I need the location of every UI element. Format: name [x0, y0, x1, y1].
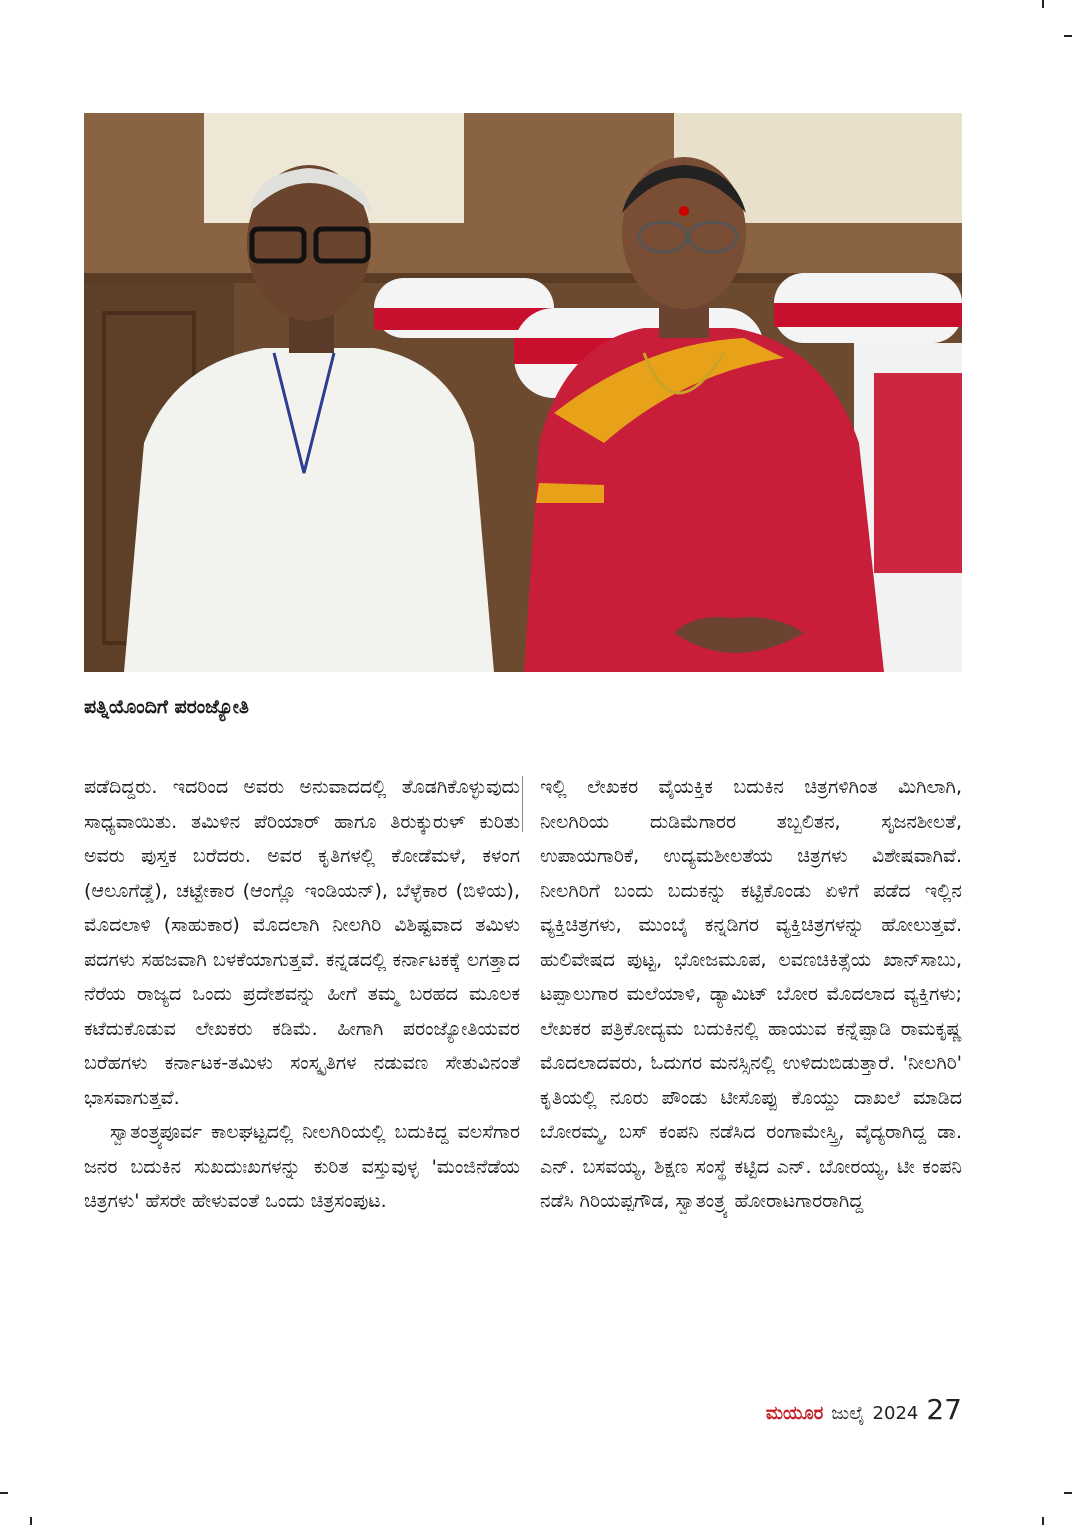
crop-mark: [1064, 1492, 1072, 1494]
article-column-left: [84, 770, 520, 1219]
crop-mark: [1042, 1517, 1044, 1525]
issue-year: 2024: [872, 1403, 919, 1424]
page-number: 27: [926, 1393, 962, 1426]
article-column-right: [540, 770, 962, 1219]
couple-photo-illustration: [84, 113, 962, 672]
crop-mark: [0, 1492, 8, 1494]
column-divider: [522, 776, 523, 832]
crop-mark: [30, 1517, 32, 1525]
paragraph: ಇಲ್ಲಿ ಲೇಖಕರ ವೈಯಕ್ತಿಕ ಬದುಕಿನ ಚಿತ್ರಗಳಿಗಿಂತ ಮಿಗಿಲಾಗಿ, ನೀಲಗಿರಿಯ ದುಡಿಮೆಗಾರರ ತಬ್ಬಲಿತನ, ಸೃಜನಶೀಲತೆ, ಉಪಾಯಗಾರಿಕೆ, ಉದ್ಯಮಶೀಲತೆಯ ಚಿತ್ರಗಳು ವಿಶೇಷವಾಗಿವೆ. ನೀಲಗಿರಿಗೆ ಬಂದು ಬದುಕನ್ನು ಕಟ್ಟಿಕೊಂಡು ಏಳಿಗೆ ಪಡೆದ ಇಲ್ಲಿನ ವ್ಯಕ್ತಿಚಿತ್ರಗಳು, ಮುಂಬೈ ಕನ್ನಡಿಗರ ವ್ಯಕ್ತಿಚಿತ್ರಗಳನ್ನು ಹೋಲುತ್ತವೆ. ಹುಲಿವೇಷದ ಪುಟ್ಟ, ಭೋಜಮೂಪ, ಲವಣಚಿಕಿತ್ಸೆಯ ಖಾನ್‌ಸಾಬು, ಟಪ್ಪಾಲುಗಾರ ಮಲೆಯಾಳಿ, ಡ್ಯಾಮಿಟ್ ಬೋರ ಮೊದಲಾದ ವ್ಯಕ್ತಿಗಳು; ಲೇಖಕರ ಪತ್ರಿಕೋದ್ಯಮ ಬದುಕಿನಲ್ಲಿ ಹಾಯುವ ಕನ್ನೆಪ್ಪಾಡಿ ರಾಮಕೃಷ್ಣ ಮೊದಲಾದವರು, ಓದುಗರ ಮನಸ್ಸಿನಲ್ಲಿ ಉಳಿದುಬಿಡುತ್ತಾರೆ. 'ನೀಲಗಿರಿ' ಕೃತಿಯಲ್ಲಿ ನೂರು ಪೌಂಡು ಟೀಸೊಪ್ಪು ಕೊಯ್ದು ದಾಖಲೆ ಮಾಡಿದ ಬೋರಮ್ಮ, ಬಸ್ ಕಂಪನಿ ನಡೆಸಿದ ರಂಗಾಮೇಸ್ತ್ರಿ, ವೈದ್ಯರಾಗಿದ್ದ ಡಾ. ಎನ್. ಬಸವಯ್ಯ, ಶಿಕ್ಷಣ ಸಂಸ್ಥೆ ಕಟ್ಟಿದ ಎನ್. ಬೋರಯ್ಯ, ಟೀ ಕಂಪನಿ ನಡೆಸಿ ಗಿರಿಯಪ್ಪಗೌಡ, ಸ್ವಾತಂತ್ರ್ಯ ಹೋರಾಟಗಾರರಾಗಿದ್ದ: [540, 776, 962, 1212]
page-footer: [766, 1393, 962, 1425]
photo-caption: ಪತ್ನಿಯೊಂದಿಗೆ ಪರಂಜ್ಯೋತಿ: [84, 696, 249, 718]
paragraph: ಸ್ವಾತಂತ್ರ್ಯಪೂರ್ವ ಕಾಲಘಟ್ಟದಲ್ಲಿ ನೀಲಗಿರಿಯಲ್ಲಿ ಬದುಕಿದ್ದ ವಲಸೆಗಾರ ಜನರ ಬದುಕಿನ ಸುಖದುಃಖಗಳನ್ನು ಕುರಿತ ವಸ್ತುವುಳ್ಳ 'ಮಂಜಿನೆಡೆಯ ಚಿತ್ರಗಳು' ಹೆಸರೇ ಹೇಳುವಂತೆ ಒಂದು ಚಿತ್ರಸಂಪುಟ.: [84, 1121, 520, 1212]
magazine-name: ಮಯೂರ: [765, 1403, 824, 1424]
issue-month: ಜುಲೈ: [831, 1403, 865, 1424]
paragraph: ಪಡೆದಿದ್ದರು. ಇದರಿಂದ ಅವರು ಅನುವಾದದಲ್ಲಿ ತೊಡಗಿಕೊಳ್ಳುವುದು ಸಾಧ್ಯವಾಯಿತು. ತಮಿಳಿನ ಪೆರಿಯಾರ್ ಹಾಗೂ ತಿರುಕ್ಕುರುಳ್ ಕುರಿತು ಅವರು ಪುಸ್ತಕ ಬರೆದರು. ಅವರ ಕೃತಿಗಳಲ್ಲಿ ಕೋಡೆಮಳೆ, ಕಳಂಗ (ಆಲೂಗೆಡ್ಡೆ), ಚಟ್ಟೇಕಾರ (ಆಂಗ್ಲೊ ಇಂಡಿಯನ್), ಬೆಳ್ಳೆಕಾರ (ಬಿಳಿಯ), ಮೊದಲಾಳಿ (ಸಾಹುಕಾರ) ಮೊದಲಾಗಿ ನೀಲಗಿರಿ ವಿಶಿಷ್ಟವಾದ ತಮಿಳು ಪದಗಳು ಸಹಜವಾಗಿ ಬಳಕೆಯಾಗುತ್ತವೆ. ಕನ್ನಡದಲ್ಲಿ ಕರ್ನಾಟಕಕ್ಕೆ ಲಗತ್ತಾದ ನೆರೆಯ ರಾಜ್ಯದ ಒಂದು ಪ್ರದೇಶವನ್ನು ಹೀಗೆ ತಮ್ಮ ಬರಹದ ಮೂಲಕ ಕಟೆದುಕೊಡುವ ಲೇಖಕರು ಕಡಿಮೆ. ಹೀಗಾಗಿ ಪರಂಜ್ಯೋತಿಯವರ ಬರೆಹಗಳು ಕರ್ನಾಟಕ-ತಮಿಳು ಸಂಸ್ಕೃತಿಗಳ ನಡುವಣ ಸೇತುವಿನಂತೆ ಭಾಸವಾಗುತ್ತವೆ.: [84, 776, 520, 1109]
crop-mark: [1064, 35, 1072, 37]
crop-mark: [1042, 0, 1044, 8]
article-photo: [84, 113, 962, 672]
